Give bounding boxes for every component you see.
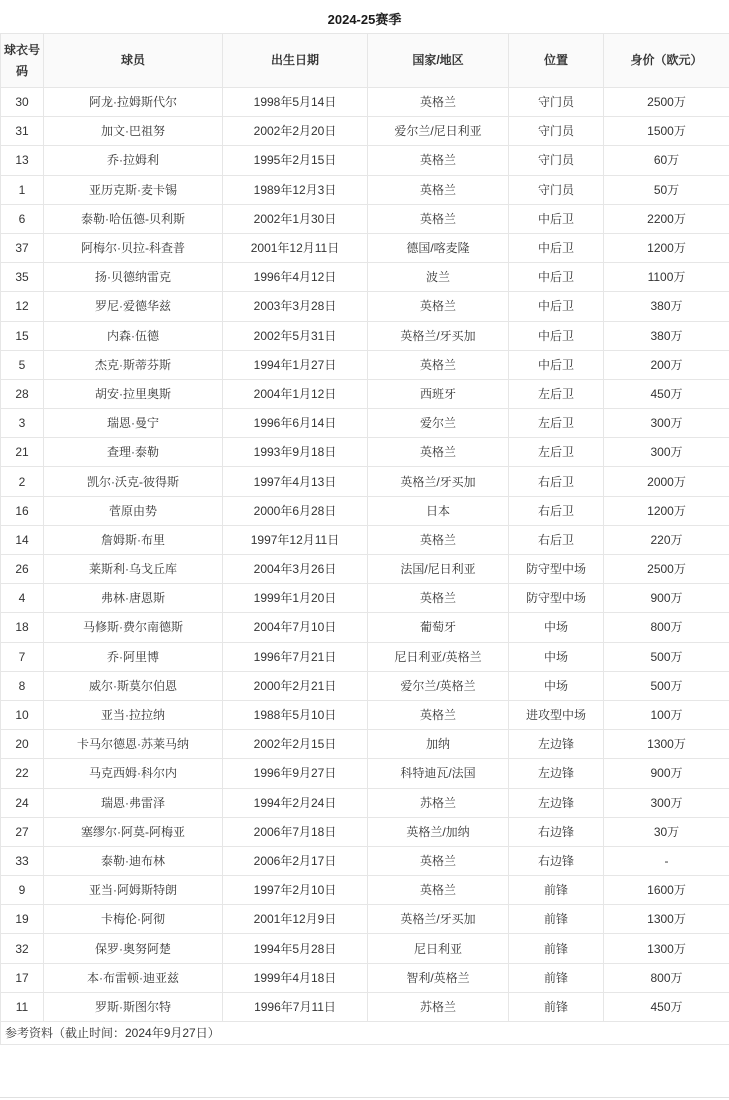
cell-player: 卡梅伦·阿彻 xyxy=(44,905,223,934)
table-row xyxy=(1,263,729,292)
table-row xyxy=(1,438,729,467)
cell-jersey-number: 35 xyxy=(1,263,44,292)
cell-nationality: 英格兰 xyxy=(368,525,509,554)
cell-birth-date: 1998年5月14日 xyxy=(223,88,368,117)
cell-birth-date: 1999年1月20日 xyxy=(223,584,368,613)
cell-market-value: 1300万 xyxy=(604,934,729,963)
cell-birth-date: 1997年12月11日 xyxy=(223,525,368,554)
cell-position: 左后卫 xyxy=(509,438,604,467)
table-row xyxy=(1,759,729,788)
cell-market-value: 60万 xyxy=(604,146,729,175)
cell-market-value: 1100万 xyxy=(604,263,729,292)
cell-position: 防守型中场 xyxy=(509,584,604,613)
cell-market-value: 200万 xyxy=(604,350,729,379)
cell-position: 守门员 xyxy=(509,146,604,175)
cell-jersey-number: 21 xyxy=(1,438,44,467)
cell-player: 马克西姆·科尔内 xyxy=(44,759,223,788)
cell-player: 马修斯·费尔南德斯 xyxy=(44,613,223,642)
cell-nationality: 英格兰 xyxy=(368,350,509,379)
cell-jersey-number: 8 xyxy=(1,671,44,700)
cell-nationality: 智利/英格兰 xyxy=(368,963,509,992)
cell-market-value: 1600万 xyxy=(604,876,729,905)
cell-birth-date: 1989年12月3日 xyxy=(223,175,368,204)
table-row xyxy=(1,846,729,875)
cell-player: 威尔·斯莫尔伯恩 xyxy=(44,671,223,700)
cell-player: 弗林·唐恩斯 xyxy=(44,584,223,613)
cell-jersey-number: 9 xyxy=(1,876,44,905)
cell-jersey-number: 7 xyxy=(1,642,44,671)
cell-birth-date: 2000年6月28日 xyxy=(223,496,368,525)
cell-nationality: 波兰 xyxy=(368,263,509,292)
cell-nationality: 德国/喀麦隆 xyxy=(368,233,509,262)
table-row xyxy=(1,496,729,525)
cell-jersey-number: 16 xyxy=(1,496,44,525)
cell-birth-date: 2002年1月30日 xyxy=(223,204,368,233)
table-row xyxy=(1,730,729,759)
table-header xyxy=(1,34,729,88)
bottom-divider xyxy=(0,1097,729,1098)
cell-jersey-number: 4 xyxy=(1,584,44,613)
cell-nationality: 日本 xyxy=(368,496,509,525)
cell-player: 菅原由势 xyxy=(44,496,223,525)
table-row xyxy=(1,963,729,992)
table-footnote-row xyxy=(1,1022,729,1045)
table-row xyxy=(1,905,729,934)
cell-player: 阿龙·拉姆斯代尔 xyxy=(44,88,223,117)
cell-player: 保罗·奥努阿楚 xyxy=(44,934,223,963)
cell-birth-date: 1996年7月21日 xyxy=(223,642,368,671)
cell-birth-date: 2003年3月28日 xyxy=(223,292,368,321)
cell-position: 右后卫 xyxy=(509,496,604,525)
cell-player: 罗尼·爱德华兹 xyxy=(44,292,223,321)
cell-position: 中后卫 xyxy=(509,292,604,321)
cell-nationality: 英格兰/加纳 xyxy=(368,817,509,846)
cell-player: 罗斯·斯图尔特 xyxy=(44,992,223,1021)
cell-player: 查理·泰勒 xyxy=(44,438,223,467)
cell-nationality: 英格兰/牙买加 xyxy=(368,905,509,934)
cell-birth-date: 1988年5月10日 xyxy=(223,700,368,729)
cell-player: 内森·伍德 xyxy=(44,321,223,350)
cell-birth-date: 2002年2月20日 xyxy=(223,117,368,146)
cell-market-value: 300万 xyxy=(604,409,729,438)
cell-market-value: 1200万 xyxy=(604,233,729,262)
cell-position: 前锋 xyxy=(509,992,604,1021)
cell-market-value: 300万 xyxy=(604,788,729,817)
column-header-birth-date: 出生日期 xyxy=(223,34,368,88)
cell-birth-date: 2004年3月26日 xyxy=(223,555,368,584)
cell-market-value: - xyxy=(604,846,729,875)
table-row xyxy=(1,379,729,408)
cell-jersey-number: 14 xyxy=(1,525,44,554)
cell-market-value: 30万 xyxy=(604,817,729,846)
cell-player: 本·布雷顿·迪亚兹 xyxy=(44,963,223,992)
cell-player: 詹姆斯·布里 xyxy=(44,525,223,554)
cell-birth-date: 1995年2月15日 xyxy=(223,146,368,175)
table-body xyxy=(1,88,729,1022)
cell-player: 阿梅尔·贝拉-科查普 xyxy=(44,233,223,262)
table-row xyxy=(1,175,729,204)
cell-birth-date: 2002年5月31日 xyxy=(223,321,368,350)
table-row xyxy=(1,555,729,584)
cell-player: 亚当·阿姆斯特朗 xyxy=(44,876,223,905)
cell-birth-date: 2002年2月15日 xyxy=(223,730,368,759)
cell-birth-date: 2000年2月21日 xyxy=(223,671,368,700)
cell-birth-date: 1996年6月14日 xyxy=(223,409,368,438)
cell-position: 防守型中场 xyxy=(509,555,604,584)
cell-nationality: 英格兰 xyxy=(368,438,509,467)
cell-player: 泰勒·迪布林 xyxy=(44,846,223,875)
table-row xyxy=(1,233,729,262)
table-header-row xyxy=(1,34,729,88)
cell-position: 右后卫 xyxy=(509,525,604,554)
table-row xyxy=(1,642,729,671)
cell-birth-date: 2001年12月11日 xyxy=(223,233,368,262)
cell-birth-date: 1993年9月18日 xyxy=(223,438,368,467)
squad-table xyxy=(0,33,729,1045)
cell-jersey-number: 18 xyxy=(1,613,44,642)
page-title: 2024-25赛季 xyxy=(327,12,402,27)
cell-market-value: 800万 xyxy=(604,613,729,642)
cell-market-value: 900万 xyxy=(604,584,729,613)
table-row xyxy=(1,700,729,729)
cell-jersey-number: 37 xyxy=(1,233,44,262)
table-row xyxy=(1,321,729,350)
table-row xyxy=(1,117,729,146)
table-row xyxy=(1,817,729,846)
cell-market-value: 380万 xyxy=(604,292,729,321)
table-row xyxy=(1,992,729,1021)
cell-birth-date: 1996年4月12日 xyxy=(223,263,368,292)
cell-player: 亚历克斯·麦卡锡 xyxy=(44,175,223,204)
cell-market-value: 220万 xyxy=(604,525,729,554)
column-header-jersey-number: 球衣号码 xyxy=(1,34,44,88)
cell-market-value: 2500万 xyxy=(604,555,729,584)
table-row xyxy=(1,934,729,963)
table-row xyxy=(1,613,729,642)
cell-position: 中场 xyxy=(509,642,604,671)
cell-jersey-number: 31 xyxy=(1,117,44,146)
cell-market-value: 50万 xyxy=(604,175,729,204)
table-row xyxy=(1,525,729,554)
cell-jersey-number: 5 xyxy=(1,350,44,379)
cell-jersey-number: 20 xyxy=(1,730,44,759)
cell-jersey-number: 11 xyxy=(1,992,44,1021)
cell-birth-date: 1997年2月10日 xyxy=(223,876,368,905)
cell-birth-date: 1994年5月28日 xyxy=(223,934,368,963)
cell-nationality: 加纳 xyxy=(368,730,509,759)
cell-birth-date: 1996年7月11日 xyxy=(223,992,368,1021)
cell-player: 瑞恩·弗雷泽 xyxy=(44,788,223,817)
cell-market-value: 2000万 xyxy=(604,467,729,496)
cell-nationality: 尼日利亚/英格兰 xyxy=(368,642,509,671)
cell-birth-date: 1996年9月27日 xyxy=(223,759,368,788)
table-row xyxy=(1,671,729,700)
cell-position: 中后卫 xyxy=(509,204,604,233)
cell-birth-date: 2004年7月10日 xyxy=(223,613,368,642)
cell-player: 杰克·斯蒂芬斯 xyxy=(44,350,223,379)
cell-position: 右边锋 xyxy=(509,817,604,846)
table-row xyxy=(1,788,729,817)
cell-position: 左后卫 xyxy=(509,409,604,438)
cell-position: 左边锋 xyxy=(509,759,604,788)
cell-nationality: 英格兰 xyxy=(368,700,509,729)
cell-jersey-number: 19 xyxy=(1,905,44,934)
cell-jersey-number: 32 xyxy=(1,934,44,963)
table-footnote: 参考资料（截止时间：2024年9月27日） xyxy=(1,1022,729,1045)
cell-birth-date: 2001年12月9日 xyxy=(223,905,368,934)
table-row xyxy=(1,350,729,379)
cell-market-value: 1500万 xyxy=(604,117,729,146)
cell-nationality: 苏格兰 xyxy=(368,992,509,1021)
cell-birth-date: 1997年4月13日 xyxy=(223,467,368,496)
cell-player: 卡马尔德恩·苏莱马纳 xyxy=(44,730,223,759)
cell-nationality: 英格兰 xyxy=(368,146,509,175)
cell-nationality: 法国/尼日利亚 xyxy=(368,555,509,584)
table-footer xyxy=(1,1022,729,1045)
cell-jersey-number: 15 xyxy=(1,321,44,350)
cell-birth-date: 1994年2月24日 xyxy=(223,788,368,817)
cell-jersey-number: 13 xyxy=(1,146,44,175)
cell-market-value: 800万 xyxy=(604,963,729,992)
cell-nationality: 科特迪瓦/法国 xyxy=(368,759,509,788)
cell-nationality: 葡萄牙 xyxy=(368,613,509,642)
cell-position: 中后卫 xyxy=(509,233,604,262)
cell-position: 中后卫 xyxy=(509,321,604,350)
cell-position: 右边锋 xyxy=(509,846,604,875)
table-row xyxy=(1,467,729,496)
cell-market-value: 900万 xyxy=(604,759,729,788)
column-header-position: 位置 xyxy=(509,34,604,88)
cell-player: 扬·贝德纳雷克 xyxy=(44,263,223,292)
cell-player: 瑞恩·曼宁 xyxy=(44,409,223,438)
cell-market-value: 100万 xyxy=(604,700,729,729)
table-row xyxy=(1,88,729,117)
cell-market-value: 2200万 xyxy=(604,204,729,233)
cell-jersey-number: 22 xyxy=(1,759,44,788)
cell-player: 亚当·拉拉纳 xyxy=(44,700,223,729)
cell-market-value: 450万 xyxy=(604,992,729,1021)
column-header-nationality: 国家/地区 xyxy=(368,34,509,88)
cell-position: 中场 xyxy=(509,613,604,642)
cell-market-value: 500万 xyxy=(604,642,729,671)
cell-position: 守门员 xyxy=(509,88,604,117)
cell-nationality: 爱尔兰 xyxy=(368,409,509,438)
cell-position: 守门员 xyxy=(509,175,604,204)
cell-position: 中场 xyxy=(509,671,604,700)
cell-position: 守门员 xyxy=(509,117,604,146)
table-row xyxy=(1,584,729,613)
cell-jersey-number: 17 xyxy=(1,963,44,992)
cell-market-value: 1300万 xyxy=(604,905,729,934)
cell-market-value: 300万 xyxy=(604,438,729,467)
cell-position: 左边锋 xyxy=(509,788,604,817)
cell-nationality: 英格兰/牙买加 xyxy=(368,467,509,496)
cell-position: 前锋 xyxy=(509,905,604,934)
cell-position: 前锋 xyxy=(509,963,604,992)
table-row xyxy=(1,146,729,175)
cell-player: 胡安·拉里奥斯 xyxy=(44,379,223,408)
cell-birth-date: 1994年1月27日 xyxy=(223,350,368,379)
cell-birth-date: 1999年4月18日 xyxy=(223,963,368,992)
cell-market-value: 380万 xyxy=(604,321,729,350)
cell-player: 泰勒·哈伍德-贝利斯 xyxy=(44,204,223,233)
cell-birth-date: 2006年7月18日 xyxy=(223,817,368,846)
cell-nationality: 爱尔兰/尼日利亚 xyxy=(368,117,509,146)
cell-nationality: 尼日利亚 xyxy=(368,934,509,963)
cell-jersey-number: 26 xyxy=(1,555,44,584)
cell-jersey-number: 3 xyxy=(1,409,44,438)
cell-jersey-number: 1 xyxy=(1,175,44,204)
cell-jersey-number: 2 xyxy=(1,467,44,496)
cell-nationality: 英格兰 xyxy=(368,876,509,905)
cell-position: 前锋 xyxy=(509,876,604,905)
cell-position: 右后卫 xyxy=(509,467,604,496)
cell-nationality: 英格兰 xyxy=(368,846,509,875)
cell-jersey-number: 28 xyxy=(1,379,44,408)
cell-jersey-number: 6 xyxy=(1,204,44,233)
cell-market-value: 1300万 xyxy=(604,730,729,759)
cell-market-value: 1200万 xyxy=(604,496,729,525)
cell-jersey-number: 24 xyxy=(1,788,44,817)
cell-market-value: 450万 xyxy=(604,379,729,408)
cell-nationality: 英格兰 xyxy=(368,584,509,613)
column-header-market-value: 身价（欧元） xyxy=(604,34,729,88)
cell-market-value: 2500万 xyxy=(604,88,729,117)
cell-player: 乔·拉姆利 xyxy=(44,146,223,175)
cell-birth-date: 2006年2月17日 xyxy=(223,846,368,875)
cell-position: 左后卫 xyxy=(509,379,604,408)
cell-jersey-number: 30 xyxy=(1,88,44,117)
table-row xyxy=(1,409,729,438)
cell-jersey-number: 10 xyxy=(1,700,44,729)
cell-birth-date: 2004年1月12日 xyxy=(223,379,368,408)
cell-position: 中后卫 xyxy=(509,263,604,292)
cell-position: 前锋 xyxy=(509,934,604,963)
cell-nationality: 苏格兰 xyxy=(368,788,509,817)
column-header-player: 球员 xyxy=(44,34,223,88)
cell-position: 左边锋 xyxy=(509,730,604,759)
cell-nationality: 英格兰 xyxy=(368,88,509,117)
cell-player: 莱斯利·乌戈丘库 xyxy=(44,555,223,584)
cell-market-value: 500万 xyxy=(604,671,729,700)
cell-nationality: 英格兰 xyxy=(368,204,509,233)
table-row xyxy=(1,204,729,233)
cell-nationality: 爱尔兰/英格兰 xyxy=(368,671,509,700)
cell-nationality: 英格兰 xyxy=(368,175,509,204)
cell-position: 进攻型中场 xyxy=(509,700,604,729)
cell-player: 加文·巴祖努 xyxy=(44,117,223,146)
cell-player: 乔·阿里博 xyxy=(44,642,223,671)
cell-nationality: 西班牙 xyxy=(368,379,509,408)
cell-jersey-number: 12 xyxy=(1,292,44,321)
cell-position: 中后卫 xyxy=(509,350,604,379)
cell-player: 塞缪尔·阿莫-阿梅亚 xyxy=(44,817,223,846)
cell-nationality: 英格兰/牙买加 xyxy=(368,321,509,350)
cell-nationality: 英格兰 xyxy=(368,292,509,321)
cell-jersey-number: 27 xyxy=(1,817,44,846)
table-row xyxy=(1,292,729,321)
cell-player: 凯尔·沃克-彼得斯 xyxy=(44,467,223,496)
table-row xyxy=(1,876,729,905)
cell-jersey-number: 33 xyxy=(1,846,44,875)
